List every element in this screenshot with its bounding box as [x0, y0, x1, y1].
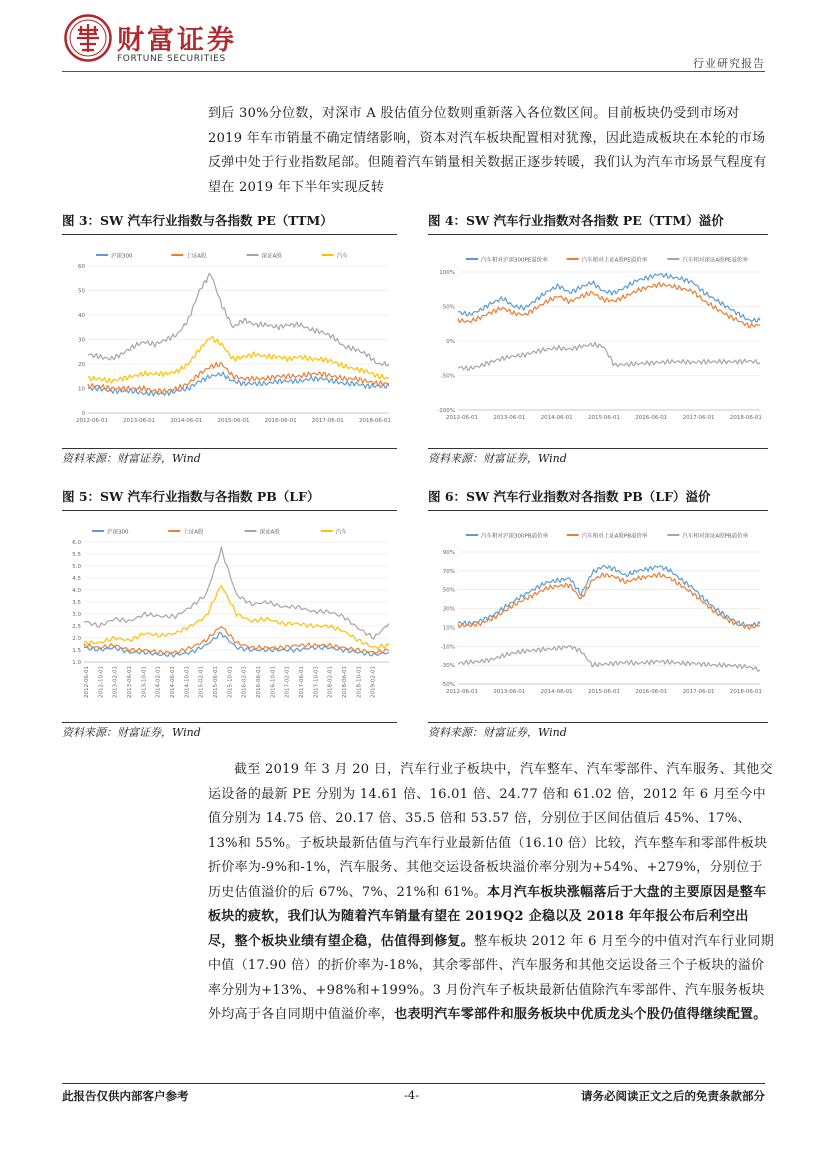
fig4-x-tick-label: 2018-06-01: [729, 415, 762, 421]
body-paragraph-2: [208, 758, 774, 1028]
fig6-x-tick-label: 2013-06-01: [493, 689, 526, 695]
fig5-x-tick-label: 2018-06-01: [342, 666, 349, 698]
fig5-x-tick-label: 2012-06-01: [84, 666, 90, 698]
fig5-series-line: [84, 547, 389, 639]
fig4-y-tick-label: -100%: [437, 408, 455, 414]
paragraph-2-bold-1: 本月汽车板块涨幅落后于大盘的主要原因是整车板块的疲软，我们认为随着汽车销量有望在 2019Q2 企稳以及 2018 年年报公布后利空出尽，整个板块业绩有望企稳，估值得到修复。: [208, 884, 767, 949]
fig5-x-tick-label: 2013-02-01: [112, 666, 119, 698]
fig3-y-tick-label: 50: [78, 288, 85, 295]
fig6-legend-label: 汽车相对深证A股PB溢价率: [682, 533, 749, 540]
fig5-x-tick-label: 2018-10-01: [356, 666, 363, 698]
figure-3-source: 资料来源：财富证券，Wind: [62, 448, 397, 468]
fig4-x-tick-label: 2013-06-01: [493, 415, 526, 421]
body-paragraph-1: 到后 30%分位数，对深市 A 股估值分位数则重新落入各位数区间。目前板块仍受到市场对 2019 年车市销量不确定情绪影响，资本对汽车板块配置相对犹豫，因此造成板块在本轮的市场反弹中处于行业指数尾部。但随着汽车销量相关数据正逐步转暖，我们认为汽车市场景气程度有望在 2019 年下半年实现反转: [208, 106, 767, 195]
fig5-x-tick-label: 2019-02-01: [370, 666, 377, 698]
fig3-x-tick-label: 2017-06-01: [311, 418, 344, 424]
fig3-series-line: [88, 372, 389, 396]
fig4-y-tick-label: 100%: [439, 270, 455, 276]
figure-5-chart: [62, 524, 397, 714]
fig5-x-tick-label: 2016-06-01: [256, 666, 263, 698]
fig3-x-tick-label: 2012-06-01: [76, 418, 108, 424]
fig4-series-line: [458, 282, 760, 328]
fig5-x-tick-label: 2012-10-01: [98, 666, 105, 698]
page-number: -4-: [404, 1088, 420, 1102]
fig3-legend-label: 深证A股: [261, 253, 282, 260]
fig5-x-tick-label: 2017-10-01: [313, 666, 320, 698]
fig6-y-tick-label: -30%: [440, 663, 455, 670]
footer-divider: [62, 1083, 765, 1084]
fig5-legend-label: 沪深300: [107, 529, 129, 536]
fig5-y-tick-label: 1.0: [72, 660, 81, 666]
fig3-x-tick-label: 2015-06-01: [217, 418, 250, 424]
fig5-x-tick-label: 2014-02-01: [155, 666, 162, 698]
fig3-legend-label: 上证A股: [186, 253, 207, 260]
fig6-y-tick-label: 70%: [442, 568, 455, 575]
fig5-legend: [92, 528, 347, 536]
fig3-x-tick-label: 2018-06-01: [358, 418, 391, 424]
figure-4-title: 图 4：SW 汽车行业指数对各指数 PE（TTM）溢价: [428, 208, 768, 235]
figure-3-chart: [62, 248, 397, 443]
report-type: 行业研究报告: [693, 57, 765, 70]
fig5-legend-label: 汽车: [335, 529, 347, 536]
fig6-legend: [466, 532, 749, 540]
fig4-x-tick-label: 2012-06-01: [446, 415, 478, 421]
footer-right: 请务必阅读正文之后的免责条款部分: [581, 1089, 765, 1103]
fig3-series-line: [88, 273, 389, 366]
fig3-y-tick-label: 10: [78, 386, 85, 393]
fig5-x-tick-label: 2015-06-01: [213, 666, 220, 698]
fig5-x-tick-label: 2017-02-01: [284, 666, 291, 698]
paragraph-2-text-2: 整车板块 2012 年 6 月至今的中值对汽车行业同期中值（17.90 倍）的折价率为-18%，其余零部件、汽车服务和其他交运设备三个子板块的溢价率分别为+13%、+98%和+199%。3 月份汽车子板块最新估值除汽车零部件、汽车服务板块外均高于各自同期中值溢价率，: [208, 933, 774, 1022]
fig5-series-line: [84, 633, 389, 658]
fig5-y-tick-label: 5.0: [72, 564, 81, 570]
fig4-series-line: [458, 273, 760, 322]
fig3-x-tick-label: 2014-06-01: [170, 418, 203, 424]
fig3-x-tick-label: 2013-06-01: [123, 418, 156, 424]
fig4-legend-label: 汽车相对沪深300PE溢价率: [481, 257, 548, 264]
fig5-y-tick-label: 1.5: [72, 648, 81, 654]
fig5-legend-label: 深证A股: [259, 529, 280, 536]
brand-name-cn: 财富证券: [117, 25, 237, 56]
fig5-x-tick-label: 2015-10-01: [227, 666, 234, 698]
fig5-x-tick-label: 2015-02-01: [198, 666, 205, 698]
fig6-series-line: [458, 645, 760, 671]
fig5-x-tick-label: 2018-02-01: [327, 666, 334, 698]
fig5-x-tick-label: 2017-06-01: [299, 666, 306, 698]
fig6-x-tick-label: 2016-06-01: [635, 689, 668, 695]
fig6-x-tick-label: 2012-06-01: [446, 689, 478, 695]
fig5-x-tick-label: 2013-10-01: [141, 666, 148, 698]
fig4-y-tick-label: 50%: [442, 304, 455, 311]
paragraph-2-bold-2: 也表明汽车零部件和服务板块中优质龙头个股仍值得继续配置。: [394, 1007, 767, 1022]
fig6-y-tick-label: 90%: [442, 550, 455, 556]
fig3-y-tick-label: 20: [78, 362, 85, 368]
fig5-x-tick-label: 2014-10-01: [184, 666, 191, 698]
fig5-x-tick-label: 2016-02-01: [241, 666, 248, 698]
fig6-y-tick-label: 30%: [442, 606, 455, 613]
fig6-x-tick-label: 2014-06-01: [540, 689, 573, 695]
fortune-securities-logo-icon: [64, 14, 112, 62]
fig6-legend-label: 汽车相对沪深300PB溢价率: [481, 533, 549, 540]
fig5-y-tick-label: 6.0: [72, 540, 81, 546]
fig3-y-tick-label: 60: [78, 264, 85, 270]
fig5-y-tick-label: 4.5: [72, 576, 81, 582]
fig4-x-tick-label: 2016-06-01: [635, 415, 668, 421]
fig4-legend-label: 汽车相对深证A股PE溢价率: [682, 257, 748, 264]
fig6-x-tick-label: 2017-06-01: [682, 689, 715, 695]
fig3-legend: [96, 252, 348, 260]
fig5-legend-label: 上证A股: [183, 529, 204, 536]
fig4-x-tick-label: 2017-06-01: [682, 415, 715, 421]
paragraph-2-text-1: 截至 2019 年 3 月 20 日，汽车行业子板块中，汽车整车、汽车零部件、汽车服务、其他交运设备的最新 PE 分别为 14.61 倍、16.01 倍、24.77 倍和 61.02 倍，2012 年 6 月至今中值分别为 14.75 倍、20.17 倍、35.5 倍和 53.57 倍，分别位于区间估值后 45%、17%、13%和 55%。子板块最新估值与汽车行业最新估值（16.10 倍）比较，汽车整车和零部件板块折价率为-9%和-1%，汽车服务、其他交运设备板块溢价率分别为+54%、+279%，分别位于历史估值溢价的后 67%、7%、21%和 61%。: [208, 762, 773, 900]
fig3-y-tick-label: 40: [78, 313, 85, 319]
fig4-x-tick-label: 2015-06-01: [587, 415, 620, 421]
fig3-legend-label: 沪深300: [111, 253, 133, 260]
fig6-y-tick-label: -10%: [440, 644, 455, 651]
fig4-y-tick-label: -50%: [440, 373, 455, 380]
fig6-y-tick-label: -50%: [440, 682, 455, 688]
brand-name-en: FORTUNE SECURITIES: [117, 54, 226, 64]
fig6-legend-label: 汽车相对上证A股PB溢价率: [581, 533, 648, 540]
figure-3-title: 图 3：SW 汽车行业指数与各指数 PE（TTM）: [62, 208, 397, 235]
figure-6-chart: [428, 528, 768, 706]
fig5-x-tick-label: 2013-06-01: [127, 666, 134, 698]
fig5-y-tick-label: 2.0: [72, 636, 81, 642]
fig5-y-tick-label: 4.0: [72, 588, 81, 594]
fig4-x-tick-label: 2014-06-01: [540, 415, 573, 421]
fig5-y-tick-label: 2.5: [72, 624, 81, 630]
fig3-x-tick-label: 2016-06-01: [264, 418, 297, 424]
fig5-x-tick-label: 2016-10-01: [270, 666, 277, 698]
fig6-x-tick-label: 2018-06-01: [729, 689, 762, 695]
fig6-y-tick-label: 50%: [442, 587, 455, 594]
fig6-x-tick-label: 2015-06-01: [587, 689, 620, 695]
fig4-legend-label: 汽车相对上证A股PE溢价率: [581, 257, 648, 264]
fig4-legend: [466, 256, 748, 264]
fig5-y-tick-label: 3.5: [72, 600, 81, 606]
figure-5-title: 图 5：SW 汽车行业指数与各指数 PB（LF）: [62, 484, 397, 511]
fig4-series-line: [458, 342, 760, 370]
figure-4-chart: [428, 252, 768, 432]
footer-left: 此报告仅供内部客户参考: [62, 1089, 189, 1103]
fig5-x-tick-label: 2014-06-01: [170, 666, 177, 698]
fig3-y-tick-label: 0: [81, 411, 85, 417]
fig6-series-line: [458, 573, 760, 630]
figure-6-source: 资料来源：财富证券，Wind: [428, 722, 768, 742]
fig5-y-tick-label: 5.5: [72, 552, 81, 558]
header-divider: [62, 71, 765, 72]
figure-4-source: 资料来源：财富证券，Wind: [428, 448, 768, 468]
fig3-y-tick-label: 30: [78, 337, 85, 344]
figure-5-source: 资料来源：财富证券，Wind: [62, 722, 397, 742]
fig6-series-line: [458, 566, 760, 627]
fig4-y-tick-label: 0%: [446, 339, 455, 345]
fig3-legend-label: 汽车: [336, 253, 348, 260]
fig5-y-tick-label: 3.0: [72, 612, 81, 618]
fig6-y-tick-label: 10%: [442, 625, 455, 632]
figure-6-title: 图 6：SW 汽车行业指数对各指数 PB（LF）溢价: [428, 484, 768, 511]
